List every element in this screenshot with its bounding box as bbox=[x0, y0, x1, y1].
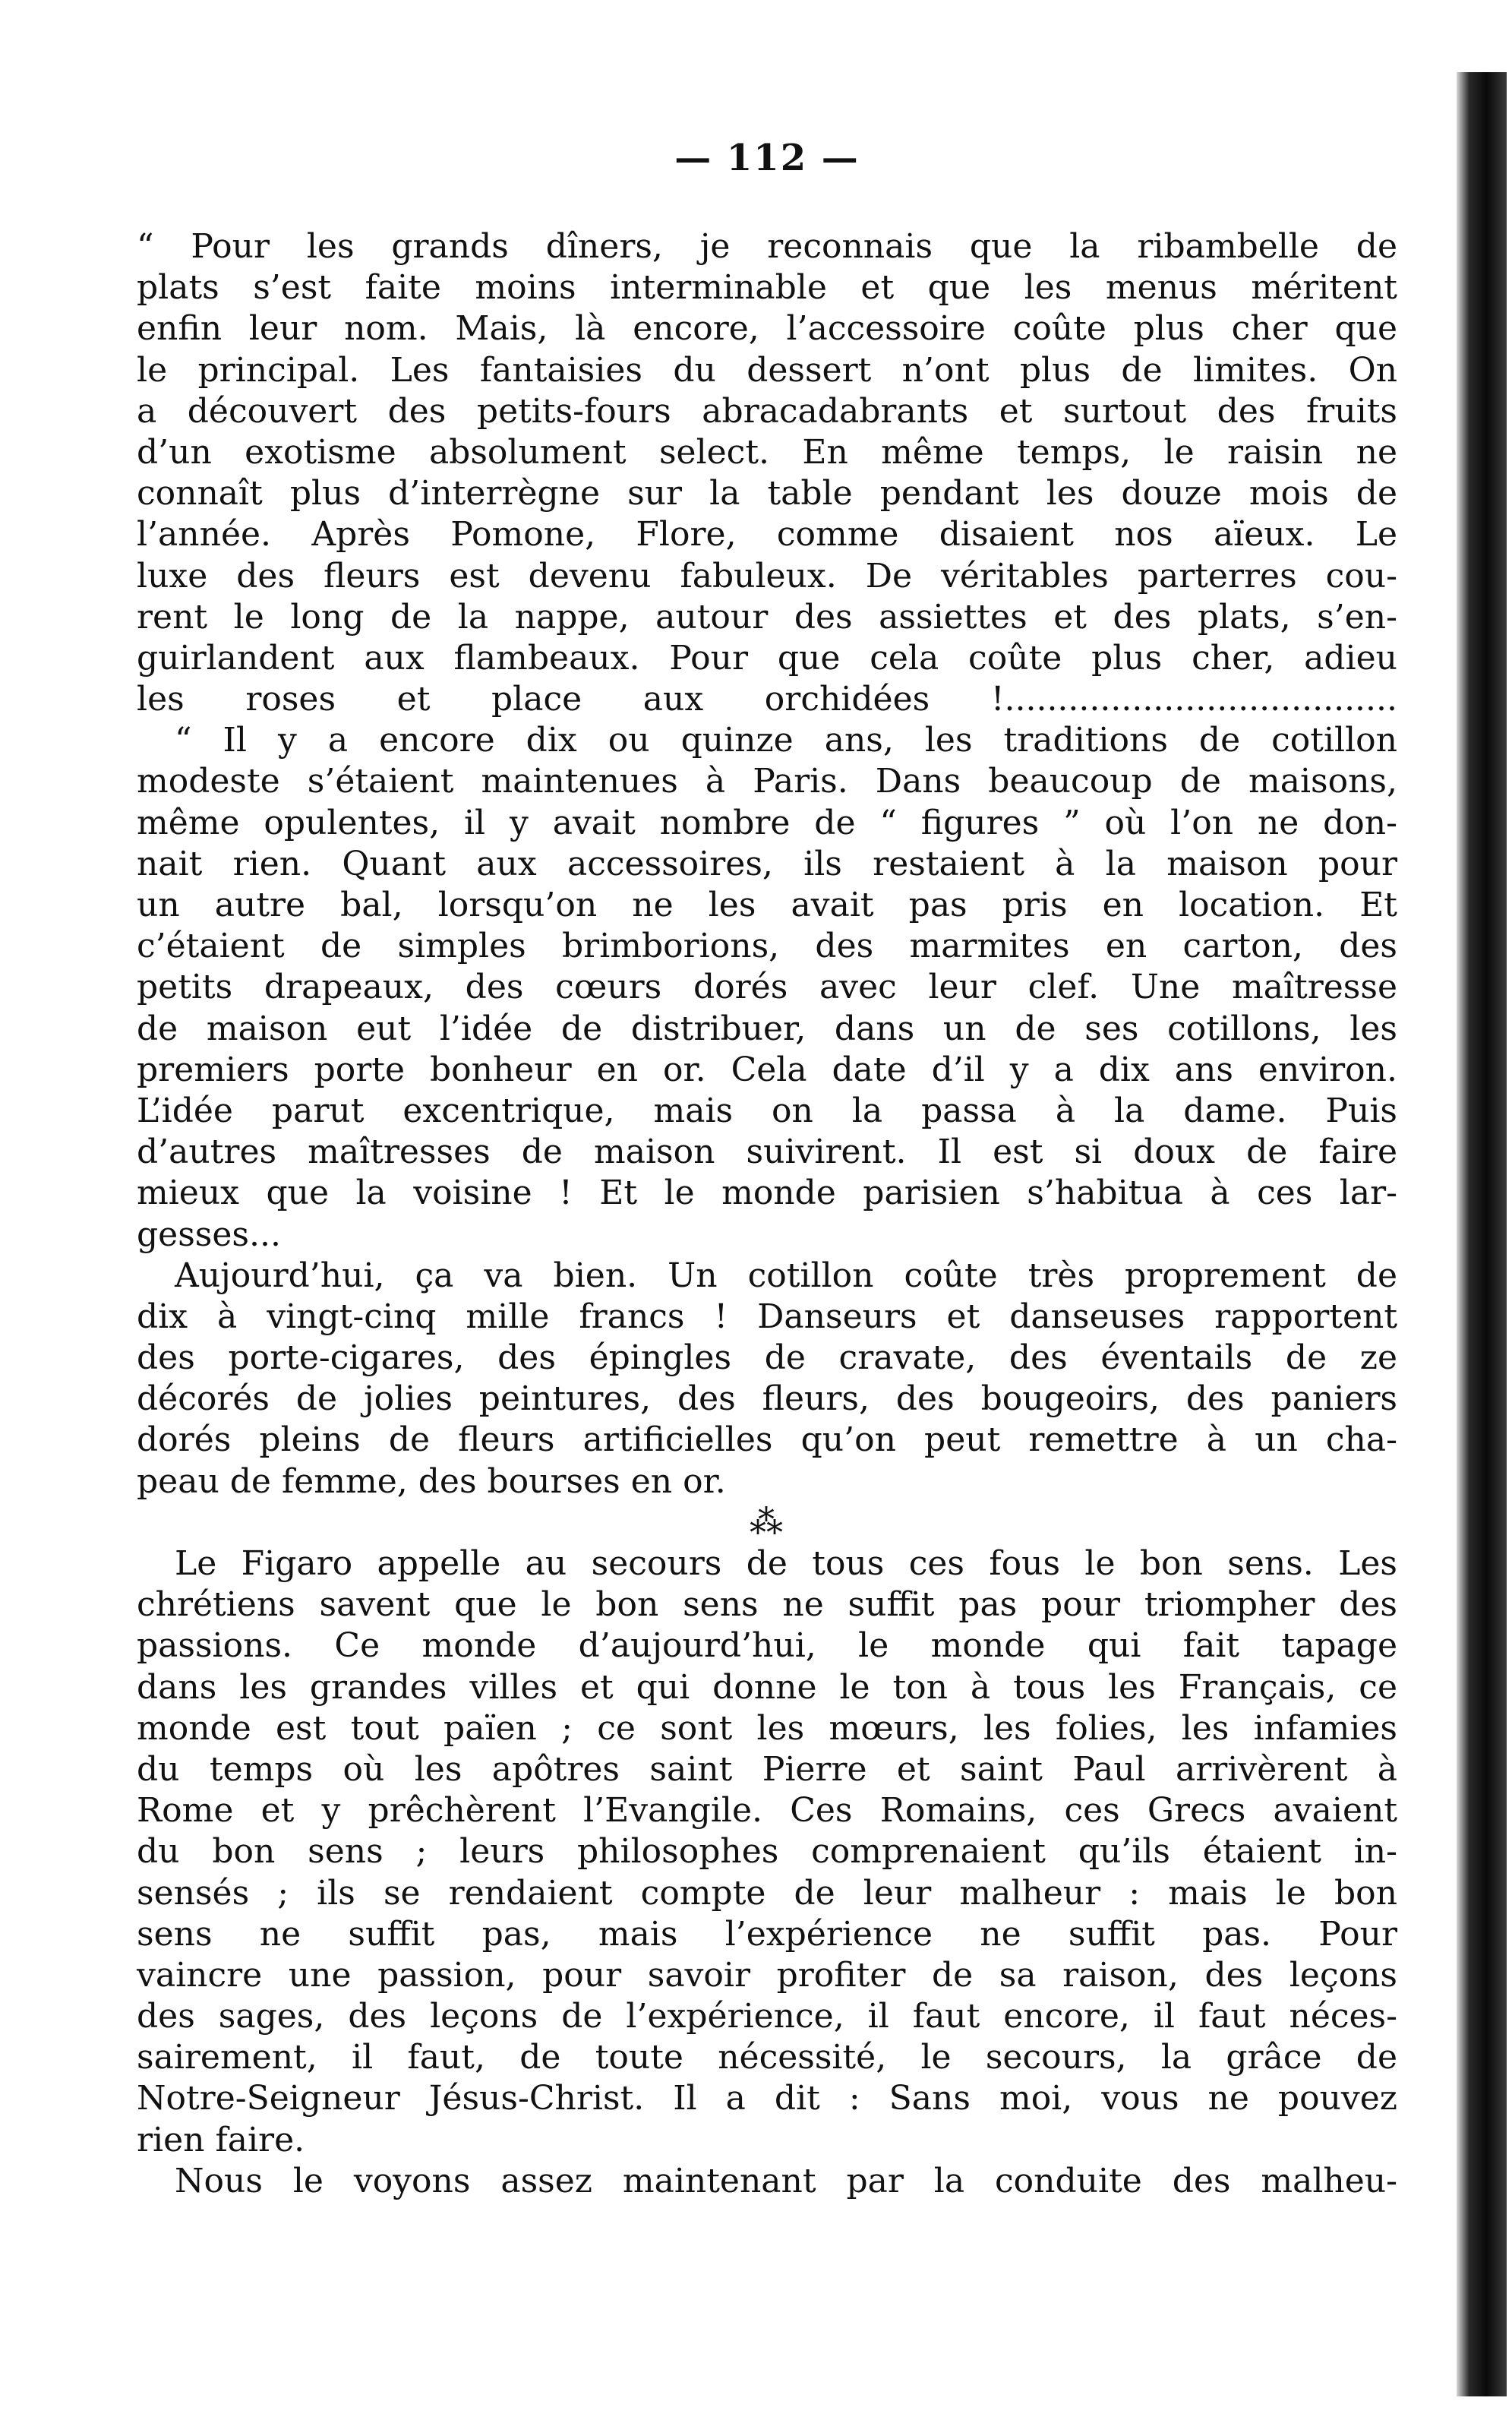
text-line: rent le long de la nappe, autour des assiettes et des plats, s’en- bbox=[137, 597, 1397, 637]
text-line: même opulentes, il y avait nombre de “ figures ” où l’on ne don- bbox=[137, 803, 1397, 842]
text-line: “ Il y a encore dix ou quinze ans, les traditions de cotillon bbox=[175, 721, 1397, 760]
text-line: connaît plus d’interrègne sur la table pendant les douze mois de bbox=[137, 474, 1397, 513]
text-line: des sages, des leçons de l’expérience, il faut encore, il faut néces- bbox=[137, 1997, 1397, 2036]
text-line: petits drapeaux, des cœurs dorés avec leur clef. Une maîtresse bbox=[137, 968, 1397, 1007]
text-line: monde est tout païen ; ce sont les mœurs, les folies, les infamies bbox=[137, 1708, 1397, 1748]
text-line: L’idée parut excentrique, mais on la passa à la dame. Puis bbox=[137, 1091, 1397, 1130]
text-line: le principal. Les fantaisies du dessert n’ont plus de limites. On bbox=[137, 350, 1397, 390]
text-line: Aujourd’hui, ça va bien. Un cotillon coûte très proprement de bbox=[175, 1256, 1397, 1295]
text-line: plats s’est faite moins interminable et que les menus méritent bbox=[137, 268, 1397, 308]
page-edge-shadow bbox=[1457, 72, 1507, 2396]
text-line: dorés pleins de fleurs artificielles qu’on peut remettre à un cha- bbox=[137, 1420, 1397, 1460]
text-line: c’étaient de simples brimborions, des marmites en carton, des bbox=[137, 927, 1397, 966]
text-line: du bon sens ; leurs philosophes comprenaient qu’ils étaient in- bbox=[137, 1832, 1397, 1872]
text-line: peau de femme, des bourses en or. bbox=[137, 1461, 726, 1501]
text-line: sens ne suffit pas, mais l’expérience ne suffit pas. Pour bbox=[137, 1914, 1397, 1954]
text-line: sensés ; ils se rendaient compte de leur malheur : mais le bon bbox=[137, 1873, 1397, 1913]
text-line: vaincre une passion, pour savoir profiter de sa raison, des leçons bbox=[137, 1955, 1397, 1995]
text-line: du temps où les apôtres saint Pierre et saint Paul arrivèrent à bbox=[137, 1749, 1397, 1789]
paragraph-4 bbox=[137, 1543, 1397, 2161]
text-line: mieux que la voisine ! Et le monde parisien s’habitua à ces lar- bbox=[137, 1174, 1397, 1213]
text-line: Nous le voyons assez maintenant par la conduite des malheu- bbox=[175, 2161, 1397, 2200]
text-line: décorés de jolies peintures, des fleurs, des bougeoirs, des paniers bbox=[137, 1379, 1397, 1419]
text-line: chrétiens savent que le bon sens ne suffit pas pour triompher des bbox=[137, 1585, 1397, 1625]
text-line: “ Pour les grands dîners, je reconnais que la ribambelle de bbox=[137, 227, 1397, 266]
book-page bbox=[137, 137, 1397, 2202]
paragraph-1 bbox=[137, 226, 1397, 720]
text-line: d’autres maîtresses de maison suivirent. Il est si doux de faire bbox=[137, 1133, 1397, 1172]
text-line: Le Figaro appelle au secours de tous ces fous le bon sens. Les bbox=[175, 1544, 1397, 1583]
page-number: — 112 — bbox=[674, 137, 860, 179]
section-ornament: ⁂ bbox=[750, 1502, 784, 1542]
text-line: de maison eut l’idée de distribuer, dans un de ses cotillons, les bbox=[137, 1009, 1397, 1048]
text-line: nait rien. Quant aux accessoires, ils restaient à la maison pour bbox=[137, 844, 1397, 883]
text-line: modeste s’étaient maintenues à Paris. Dans beaucoup de maisons, bbox=[137, 762, 1397, 801]
text-line: dans les grandes villes et qui donne le ton à tous les Français, ce bbox=[137, 1667, 1397, 1707]
text-line: luxe des fleurs est devenu fabuleux. De véritables parterres cou- bbox=[137, 556, 1397, 595]
text-line: gesses... bbox=[137, 1215, 281, 1254]
text-line: rien faire. bbox=[137, 2120, 305, 2159]
text-line: guirlandent aux flambeaux. Pour que cela coûte plus cher, adieu bbox=[137, 638, 1397, 678]
text-line: Rome et y prêchèrent l’Evangile. Ces Romains, ces Grecs avaient bbox=[137, 1791, 1397, 1831]
text-line: passions. Ce monde d’aujourd’hui, le monde qui fait tapage bbox=[137, 1626, 1397, 1666]
text-line: sairement, il faut, de toute nécessité, le secours, la grâce de bbox=[137, 2038, 1397, 2077]
text-line: Notre-Seigneur Jésus-Christ. Il a dit : Sans moi, vous ne pouvez bbox=[137, 2079, 1397, 2118]
paragraph-3 bbox=[137, 1256, 1397, 1502]
text-line: les roses et place aux orchidées !..................................... bbox=[137, 680, 1397, 719]
text-line: d’un exotisme absolument select. En même temps, le raisin ne bbox=[137, 432, 1397, 472]
paragraph-2 bbox=[137, 720, 1397, 1255]
text-line: enfin leur nom. Mais, là encore, l’accessoire coûte plus cher que bbox=[137, 309, 1397, 349]
text-line: premiers porte bonheur en or. Cela date d’il y a dix ans environ. bbox=[137, 1050, 1397, 1089]
text-line: des porte-cigares, des épingles de cravate, des éventails de ze bbox=[137, 1338, 1397, 1378]
text-line: dix à vingt-cinq mille francs ! Danseurs et danseuses rapportent bbox=[137, 1297, 1397, 1336]
text-line: a découvert des petits-fours abracadabrants et surtout des fruits bbox=[137, 391, 1397, 431]
text-line: l’année. Après Pomone, Flore, comme disaient nos aïeux. Le bbox=[137, 515, 1397, 554]
text-line: un autre bal, lorsqu’on ne les avait pas pris en location. Et bbox=[137, 886, 1397, 924]
paragraph-5 bbox=[137, 2161, 1397, 2202]
